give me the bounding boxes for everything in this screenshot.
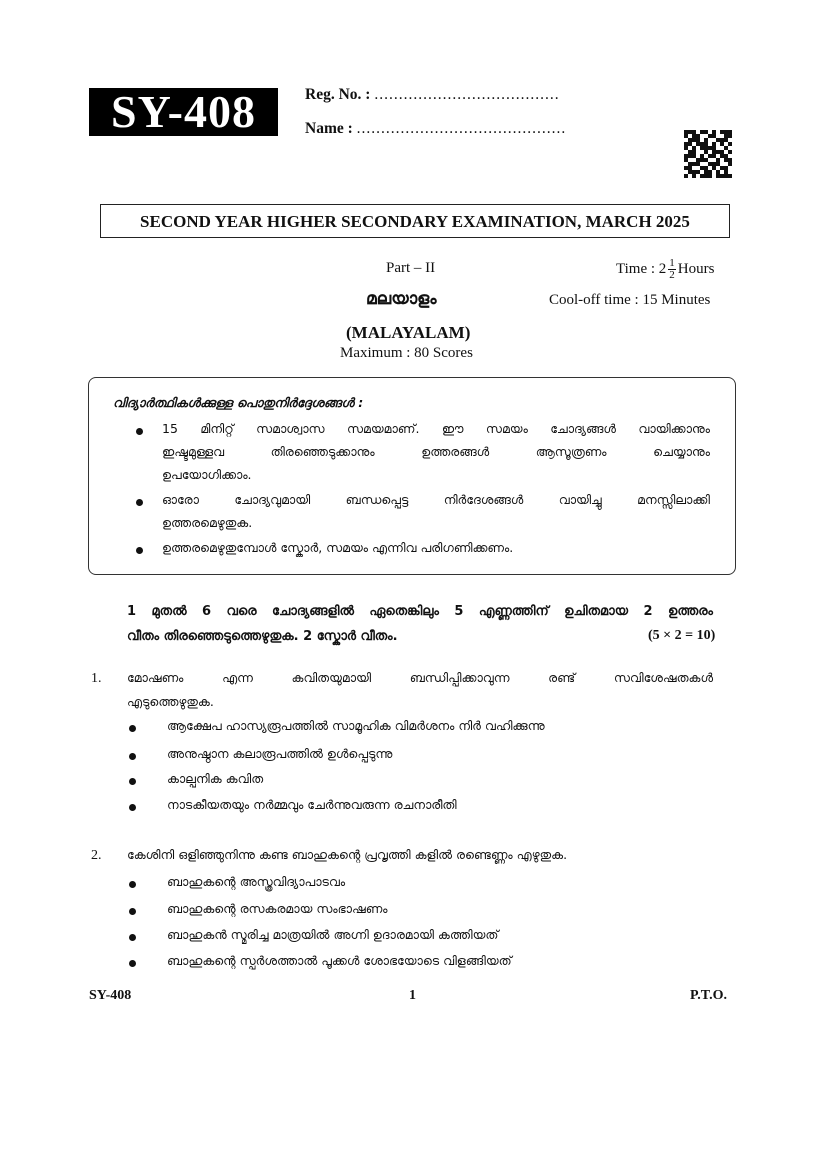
- question-2-number: 2.: [91, 848, 102, 863]
- name-field: [305, 120, 566, 138]
- question-1-number: 1.: [91, 671, 102, 686]
- bullet-icon: [129, 881, 136, 888]
- instruction-1-line-1: 15 മിനിറ്റ് സമാശ്വാസ സമയമാണ്. ഈ സമയം ചോദ്യങ്ങൾ വായിക്കാനും: [162, 421, 710, 436]
- bullet-icon: [129, 934, 136, 941]
- bullet-icon: [129, 725, 136, 732]
- time-prefix: Time : 2: [616, 260, 667, 277]
- bullet-icon: [129, 778, 136, 785]
- reg-no-dots: ......................................: [374, 86, 560, 103]
- exam-title: SECOND YEAR HIGHER SECONDARY EXAMINATION, MARCH 2025: [100, 204, 730, 238]
- bullet-icon: [136, 499, 143, 506]
- question-1-option-3: കാല്പനിക കവിത: [167, 771, 264, 786]
- bullet-icon: [129, 908, 136, 915]
- bullet-icon: [129, 753, 136, 760]
- question-1-option-1: ആക്ഷേപ ഹാസ്യരൂപത്തിൽ സാമൂഹിക വിമർശനം നിർ വഹിക്കുന്നു: [167, 718, 545, 733]
- pto-label: P.T.O.: [690, 988, 727, 1003]
- question-2-option-4: ബാഹുകന്റെ സ്പർശത്താൽ പൂക്കൾ ശോഭയോടെ വിളങ്ങിയത്: [167, 953, 512, 968]
- footer-code: SY-408: [89, 988, 132, 1003]
- question-1-option-4: നാടകീയതയും നർമ്മവും ചേർന്നുവരുന്ന രചനാരീതി: [167, 797, 457, 812]
- time-fraction-den: 2: [669, 269, 675, 281]
- bullet-icon: [129, 804, 136, 811]
- section-instruction-line-1: 1 മുതൽ 6 വരെ ചോദ്യങ്ങളിൽ ഏതെങ്കിലും 5 എണ്ണത്തിന് ഉചിതമായ 2 ഉത്തരം: [127, 604, 713, 619]
- name-dots: ...........................................: [356, 120, 567, 137]
- instruction-3-line-1: ഉത്തരമെഴുതുമ്പോൾ സ്കോർ, സമയം എന്നിവ പരിഗണിക്കണം.: [162, 540, 514, 555]
- instruction-1-line-2: ഇഷ്ടമുള്ളവ തിരഞ്ഞെടുക്കാനും ഉത്തരങ്ങൾ ആസൂത്രണം ചെയ്യാനും: [162, 444, 710, 459]
- question-1-text-line-2: എടുത്തെഴുതുക.: [127, 694, 214, 709]
- time-suffix: Hours: [677, 260, 715, 277]
- section-marks: (5 × 2 = 10): [648, 628, 716, 643]
- question-2-option-1: ബാഹുകന്റെ അസ്ത്രവിദ്യാപാടവം: [167, 874, 346, 889]
- instructions-heading: വിദ്യാർത്ഥികൾക്കുള്ള പൊതുനിർദ്ദേശങ്ങൾ :: [113, 395, 364, 410]
- page-number: 1: [409, 988, 416, 1003]
- time-fraction: [668, 258, 676, 281]
- instruction-1-line-3: ഉപയോഗിക്കാം.: [162, 467, 252, 482]
- bullet-icon: [136, 428, 143, 435]
- section-instruction-line-2: വീതം തിരഞ്ഞെടുത്തെഴുതുക. 2 സ്കോർ വീതം.: [127, 629, 398, 644]
- subject-malayalam: മലയാളം: [366, 289, 437, 309]
- question-2-option-2: ബാഹുകന്റെ രസകരമായ സംഭാഷണം: [167, 901, 388, 916]
- cooloff-time: Cool-off time : 15 Minutes: [549, 292, 711, 308]
- part-label: Part – II: [386, 260, 436, 276]
- paper-code-badge: SY-408: [89, 88, 278, 136]
- subject-english: (MALAYALAM): [346, 323, 471, 342]
- instruction-2-line-2: ഉത്തരമെഴുതുക.: [162, 515, 253, 530]
- bullet-icon: [129, 960, 136, 967]
- reg-no-field: [305, 86, 560, 104]
- time-info: [616, 258, 714, 281]
- question-2-text-line-1: കേശിനി ഒളിഞ്ഞുനിന്നു കണ്ട ബാഹുകന്റെ പ്രവൃത്തി കളിൽ രണ്ടെണ്ണം എഴുതുക.: [127, 847, 568, 862]
- question-1-option-2: അനുഷ്ഠാന കലാരൂപത്തിൽ ഉൾപ്പെടുന്നു: [167, 746, 393, 761]
- name-label: Name :: [305, 120, 353, 137]
- question-1-text-line-1: മോഷണം എന്ന കവിതയുമായി ബന്ധിപ്പിക്കാവുന്ന രണ്ട് സവിശേഷതകൾ: [127, 670, 713, 685]
- bullet-icon: [136, 547, 143, 554]
- reg-no-label: Reg. No. :: [305, 86, 371, 103]
- instruction-2-line-1: ഓരോ ചോദ്യവുമായി ബന്ധപ്പെട്ട നിർദേശങ്ങൾ വായിച്ചു മനസ്സിലാക്കി: [162, 492, 710, 507]
- time-fraction-num: 1: [669, 257, 675, 269]
- qr-code-icon: [684, 130, 732, 178]
- max-scores: Maximum : 80 Scores: [340, 345, 473, 361]
- question-2-option-3: ബാഹുകൻ സ്മരിച്ച മാത്രയിൽ അഗ്നി ഉദാരമായി കത്തിയത്: [167, 927, 499, 942]
